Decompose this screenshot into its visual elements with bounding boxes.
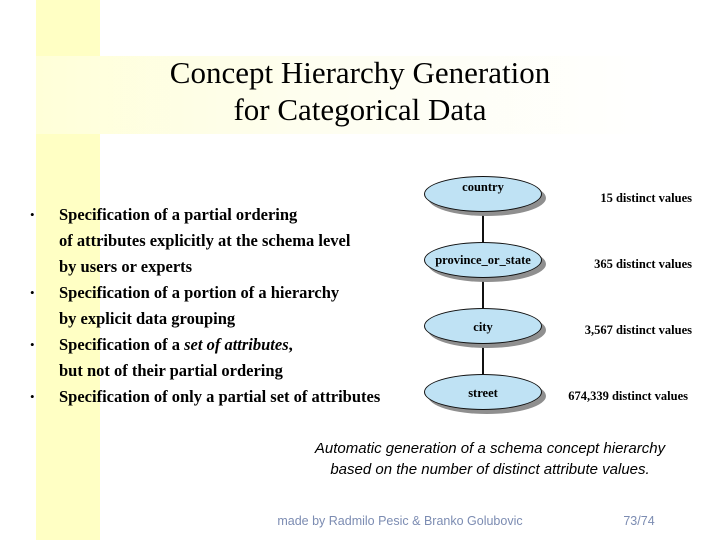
hierarchy-node-label: street xyxy=(468,386,498,400)
bullet-item xyxy=(30,384,400,410)
hierarchy-connector xyxy=(482,212,484,246)
hierarchy-node-label: city xyxy=(473,320,493,334)
hierarchy-connector xyxy=(482,278,484,312)
hierarchy-connector xyxy=(482,344,484,378)
bullet-marker: • xyxy=(30,285,35,300)
bullet-line: Specification of only a partial set of attributes xyxy=(59,387,381,406)
slide-title-line-1: Concept Hierarchy Generation xyxy=(169,55,551,90)
hierarchy-node-label: country xyxy=(462,180,504,194)
distinct-count-province-or-state: 365 distinct values xyxy=(594,257,692,271)
bullet-marker: • xyxy=(30,337,35,352)
bullet-line: of attributes explicitly at the schema level xyxy=(59,231,351,250)
page-number: 73/74 xyxy=(623,514,655,528)
distinct-count-street: 674,339 distinct values xyxy=(568,389,688,403)
slide-title-line-2: for Categorical Data xyxy=(233,92,487,127)
caption-line-2: based on the number of distinct attribute values. xyxy=(330,461,650,478)
bullet-item xyxy=(30,280,400,332)
bullet-item xyxy=(30,332,400,384)
bullet-italic-text: set of attributes xyxy=(184,335,289,354)
bullet-item xyxy=(30,202,400,280)
distinct-count-country: 15 distinct values xyxy=(600,191,692,205)
caption-line-1: Automatic generation of a schema concept hierarchy xyxy=(314,440,666,457)
bullet-line: but not of their partial ordering xyxy=(59,361,283,380)
bullet-line: by users or experts xyxy=(59,257,193,276)
slide-title xyxy=(100,54,620,128)
distinct-count-city: 3,567 distinct values xyxy=(584,323,692,337)
diagram-caption xyxy=(290,438,690,480)
bullet-marker: • xyxy=(30,389,35,404)
bullet-line: Specification of a partial ordering xyxy=(59,205,298,224)
bullet-text: Specification of a xyxy=(59,335,185,354)
footer-credit: made by Radmilo Pesic & Branko Golubovic xyxy=(277,514,523,528)
bullet-line: Specification of a portion of a hierarchy xyxy=(59,283,340,302)
bullet-line: by explicit data grouping xyxy=(59,309,236,328)
hierarchy-node-label: province_or_state xyxy=(435,253,531,267)
bullet-marker: • xyxy=(30,207,35,222)
bullet-list xyxy=(30,202,400,410)
bullet-text: , xyxy=(288,335,293,354)
bullet-line xyxy=(59,332,400,358)
